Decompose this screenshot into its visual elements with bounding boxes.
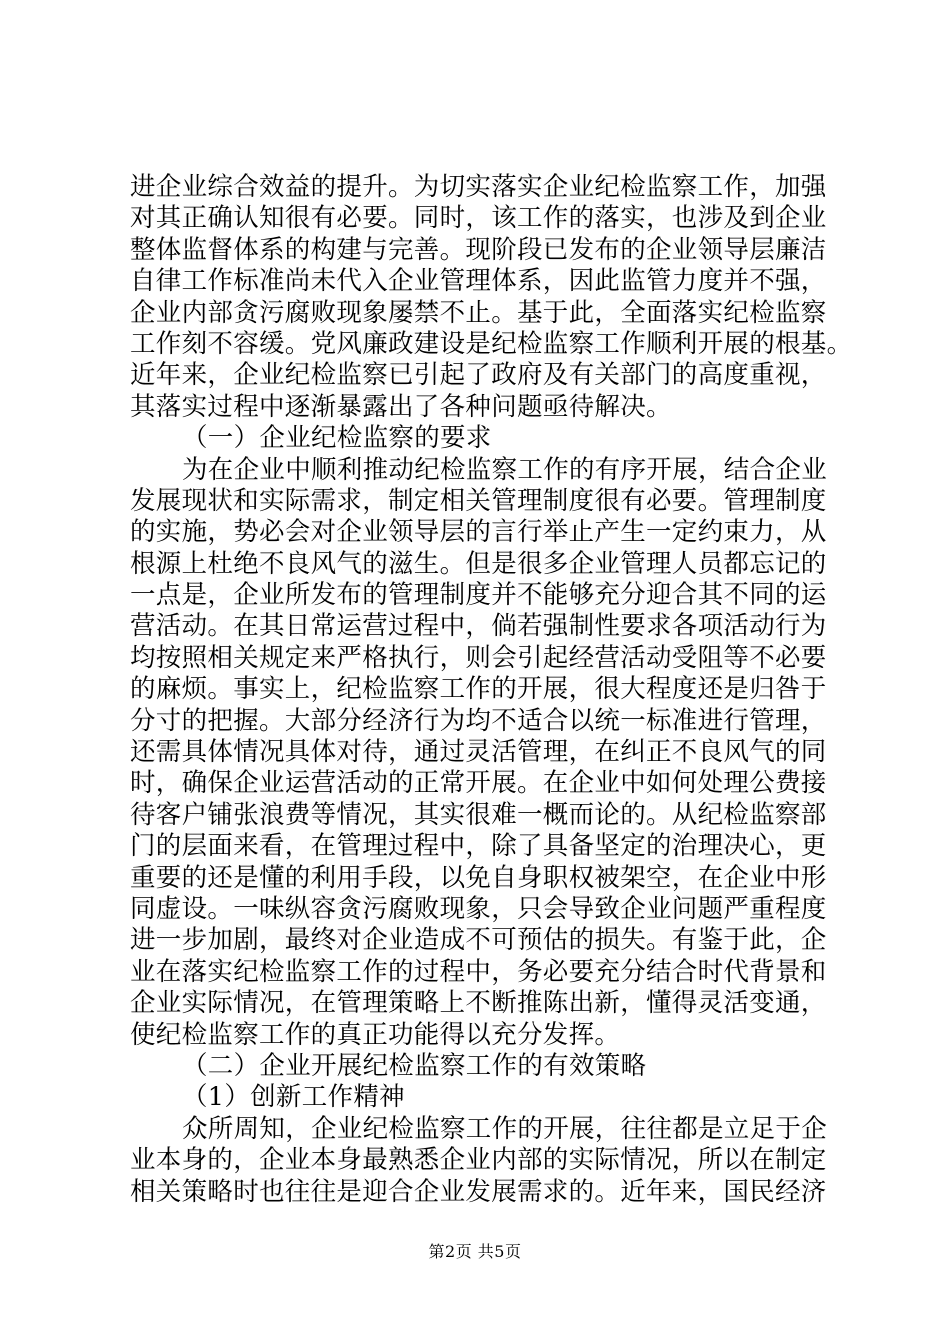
section-heading: （二）企业开展纪检监察工作的有效策略: [182, 1050, 647, 1081]
text-line: 自律工作标准尚未代入企业管理体系，因此监管力度并不强，: [130, 266, 827, 297]
page-number: 第2页 共5页: [428, 1242, 522, 1261]
text-line: 一点是，企业所发布的管理制度并不能够充分迎合其不同的运: [130, 580, 827, 611]
text-line: 业本身的，企业本身最熟悉企业内部的实际情况，所以在制定: [130, 1145, 827, 1176]
text-line: 还需具体情况具体对待，通过灵活管理，在纠正不良风气的同: [130, 737, 827, 768]
document-body: [130, 172, 853, 1208]
text-line: 进企业综合效益的提升。为切实落实企业纪检监察工作，加强: [130, 172, 827, 202]
text-line: 企业实际情况，在管理策略上不断推陈出新，懂得灵活变通，: [130, 988, 827, 1019]
text-line: 其落实过程中逐渐暴露出了各种问题亟待解决。: [130, 391, 672, 422]
text-line: 根源上杜绝不良风气的滋生。但是很多企业管理人员都忘记的: [130, 548, 827, 579]
text-line: 近年来，企业纪检监察已引起了政府及有关部门的高度重视，: [130, 360, 827, 391]
text-line: 企业内部贪污腐败现象屡禁不止。基于此，全面落实纪检监察: [130, 297, 827, 328]
text-line: 对其正确认知很有必要。同时，该工作的落实，也涉及到企业: [130, 203, 827, 234]
text-line: 的麻烦。事实上，纪检监察工作的开展，很大程度还是归咎于: [130, 674, 827, 705]
text-line: 均按照相关规定来严格执行，则会引起经营活动受阻等不必要: [130, 642, 827, 673]
subsection-heading: （1）创新工作精神: [182, 1082, 405, 1113]
text-line: 工作刻不容缓。党风廉政建设是纪检监察工作顺利开展的根基。: [130, 328, 853, 359]
section-heading: （一）企业纪检监察的要求: [182, 423, 492, 454]
text-line: 业在落实纪检监察工作的过程中，务必要充分结合时代背景和: [130, 956, 827, 987]
text-line: 同虚设。一味纵容贪污腐败现象，只会导致企业问题严重程度: [130, 893, 827, 924]
text-line: 发展现状和实际需求，制定相关管理制度很有必要。管理制度: [130, 485, 827, 516]
text-line: 门的层面来看，在管理过程中，除了具备坚定的治理决心，更: [130, 831, 827, 862]
text-line: 营活动。在其日常运营过程中，倘若强制性要求各项活动行为: [130, 611, 827, 642]
page-footer: [0, 1242, 950, 1262]
text-line: 使纪检监察工作的真正功能得以充分发挥。: [130, 1019, 621, 1050]
text-line: 的实施，势必会对企业领导层的言行举止产生一定约束力，从: [130, 517, 827, 548]
text-line: 整体监督体系的构建与完善。现阶段已发布的企业领导层廉洁: [130, 234, 827, 265]
text-line: 时，确保企业运营活动的正常开展。在企业中如何处理公费接: [130, 768, 827, 799]
text-line: 重要的还是懂的利用手段，以免自身职权被架空，在企业中形: [130, 862, 827, 893]
text-line: 相关策略时也往往是迎合企业发展需求的。近年来，国民经济: [130, 1176, 827, 1207]
text-line: 分寸的把握。大部分经济行为均不适合以统一标准进行管理，: [130, 705, 827, 736]
text-line: 众所周知，企业纪检监察工作的开展，往往都是立足于企: [182, 1113, 828, 1144]
text-line: 为在企业中顺利推动纪检监察工作的有序开展，结合企业: [182, 454, 828, 485]
text-line: 进一步加剧，最终对企业造成不可预估的损失。有鉴于此，企: [130, 925, 827, 956]
text-line: 待客户铺张浪费等情况，其实很难一概而论的。从纪检监察部: [130, 799, 827, 830]
